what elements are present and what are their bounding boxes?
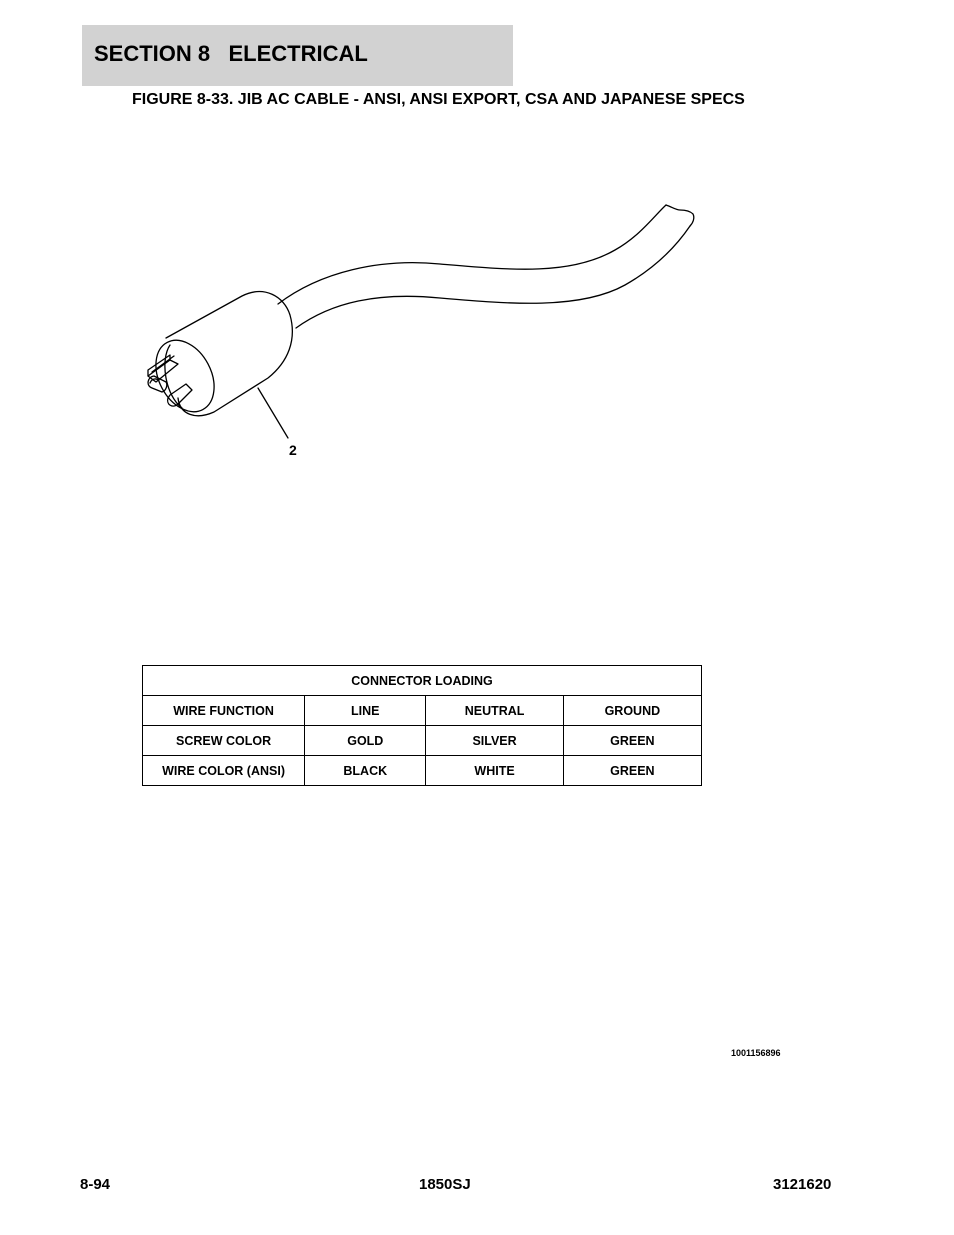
footer-doc-number: 3121620 <box>773 1176 832 1193</box>
table-cell: SCREW COLOR <box>143 726 305 756</box>
table-row <box>143 756 702 786</box>
drawing-number: 1001156896 <box>731 1048 781 1058</box>
table-cell: WHITE <box>426 756 563 786</box>
table-row <box>143 696 702 726</box>
table-cell: NEUTRAL <box>426 696 563 726</box>
footer-model: 1850SJ <box>419 1176 471 1193</box>
cable-upper-edge <box>278 205 666 304</box>
connector-loading-table <box>142 665 702 786</box>
callout-number: 2 <box>289 442 297 458</box>
table-cell: WIRE COLOR (ANSI) <box>143 756 305 786</box>
ac-cable-plug-illustration <box>130 190 710 480</box>
table-cell: GREEN <box>563 726 701 756</box>
callout-leader-line <box>258 388 288 438</box>
figure-title: FIGURE 8-33. JIB AC CABLE - ANSI, ANSI EXPORT, CSA AND JAPANESE SPECS <box>132 91 745 108</box>
cable-cut-end <box>666 205 694 226</box>
table-title: CONNECTOR LOADING <box>143 666 702 696</box>
table-cell: GREEN <box>563 756 701 786</box>
cable-lower-edge <box>296 226 690 328</box>
table-cell: SILVER <box>426 726 563 756</box>
table-title-row <box>143 666 702 696</box>
table-cell: WIRE FUNCTION <box>143 696 305 726</box>
table-cell: GROUND <box>563 696 701 726</box>
footer-page-number: 8-94 <box>80 1176 111 1193</box>
plug-front-face <box>144 330 226 422</box>
section-title: SECTION 8 ELECTRICAL <box>94 41 368 66</box>
table-cell: BLACK <box>305 756 426 786</box>
table-row <box>143 726 702 756</box>
table-cell: LINE <box>305 696 426 726</box>
table-cell: GOLD <box>305 726 426 756</box>
